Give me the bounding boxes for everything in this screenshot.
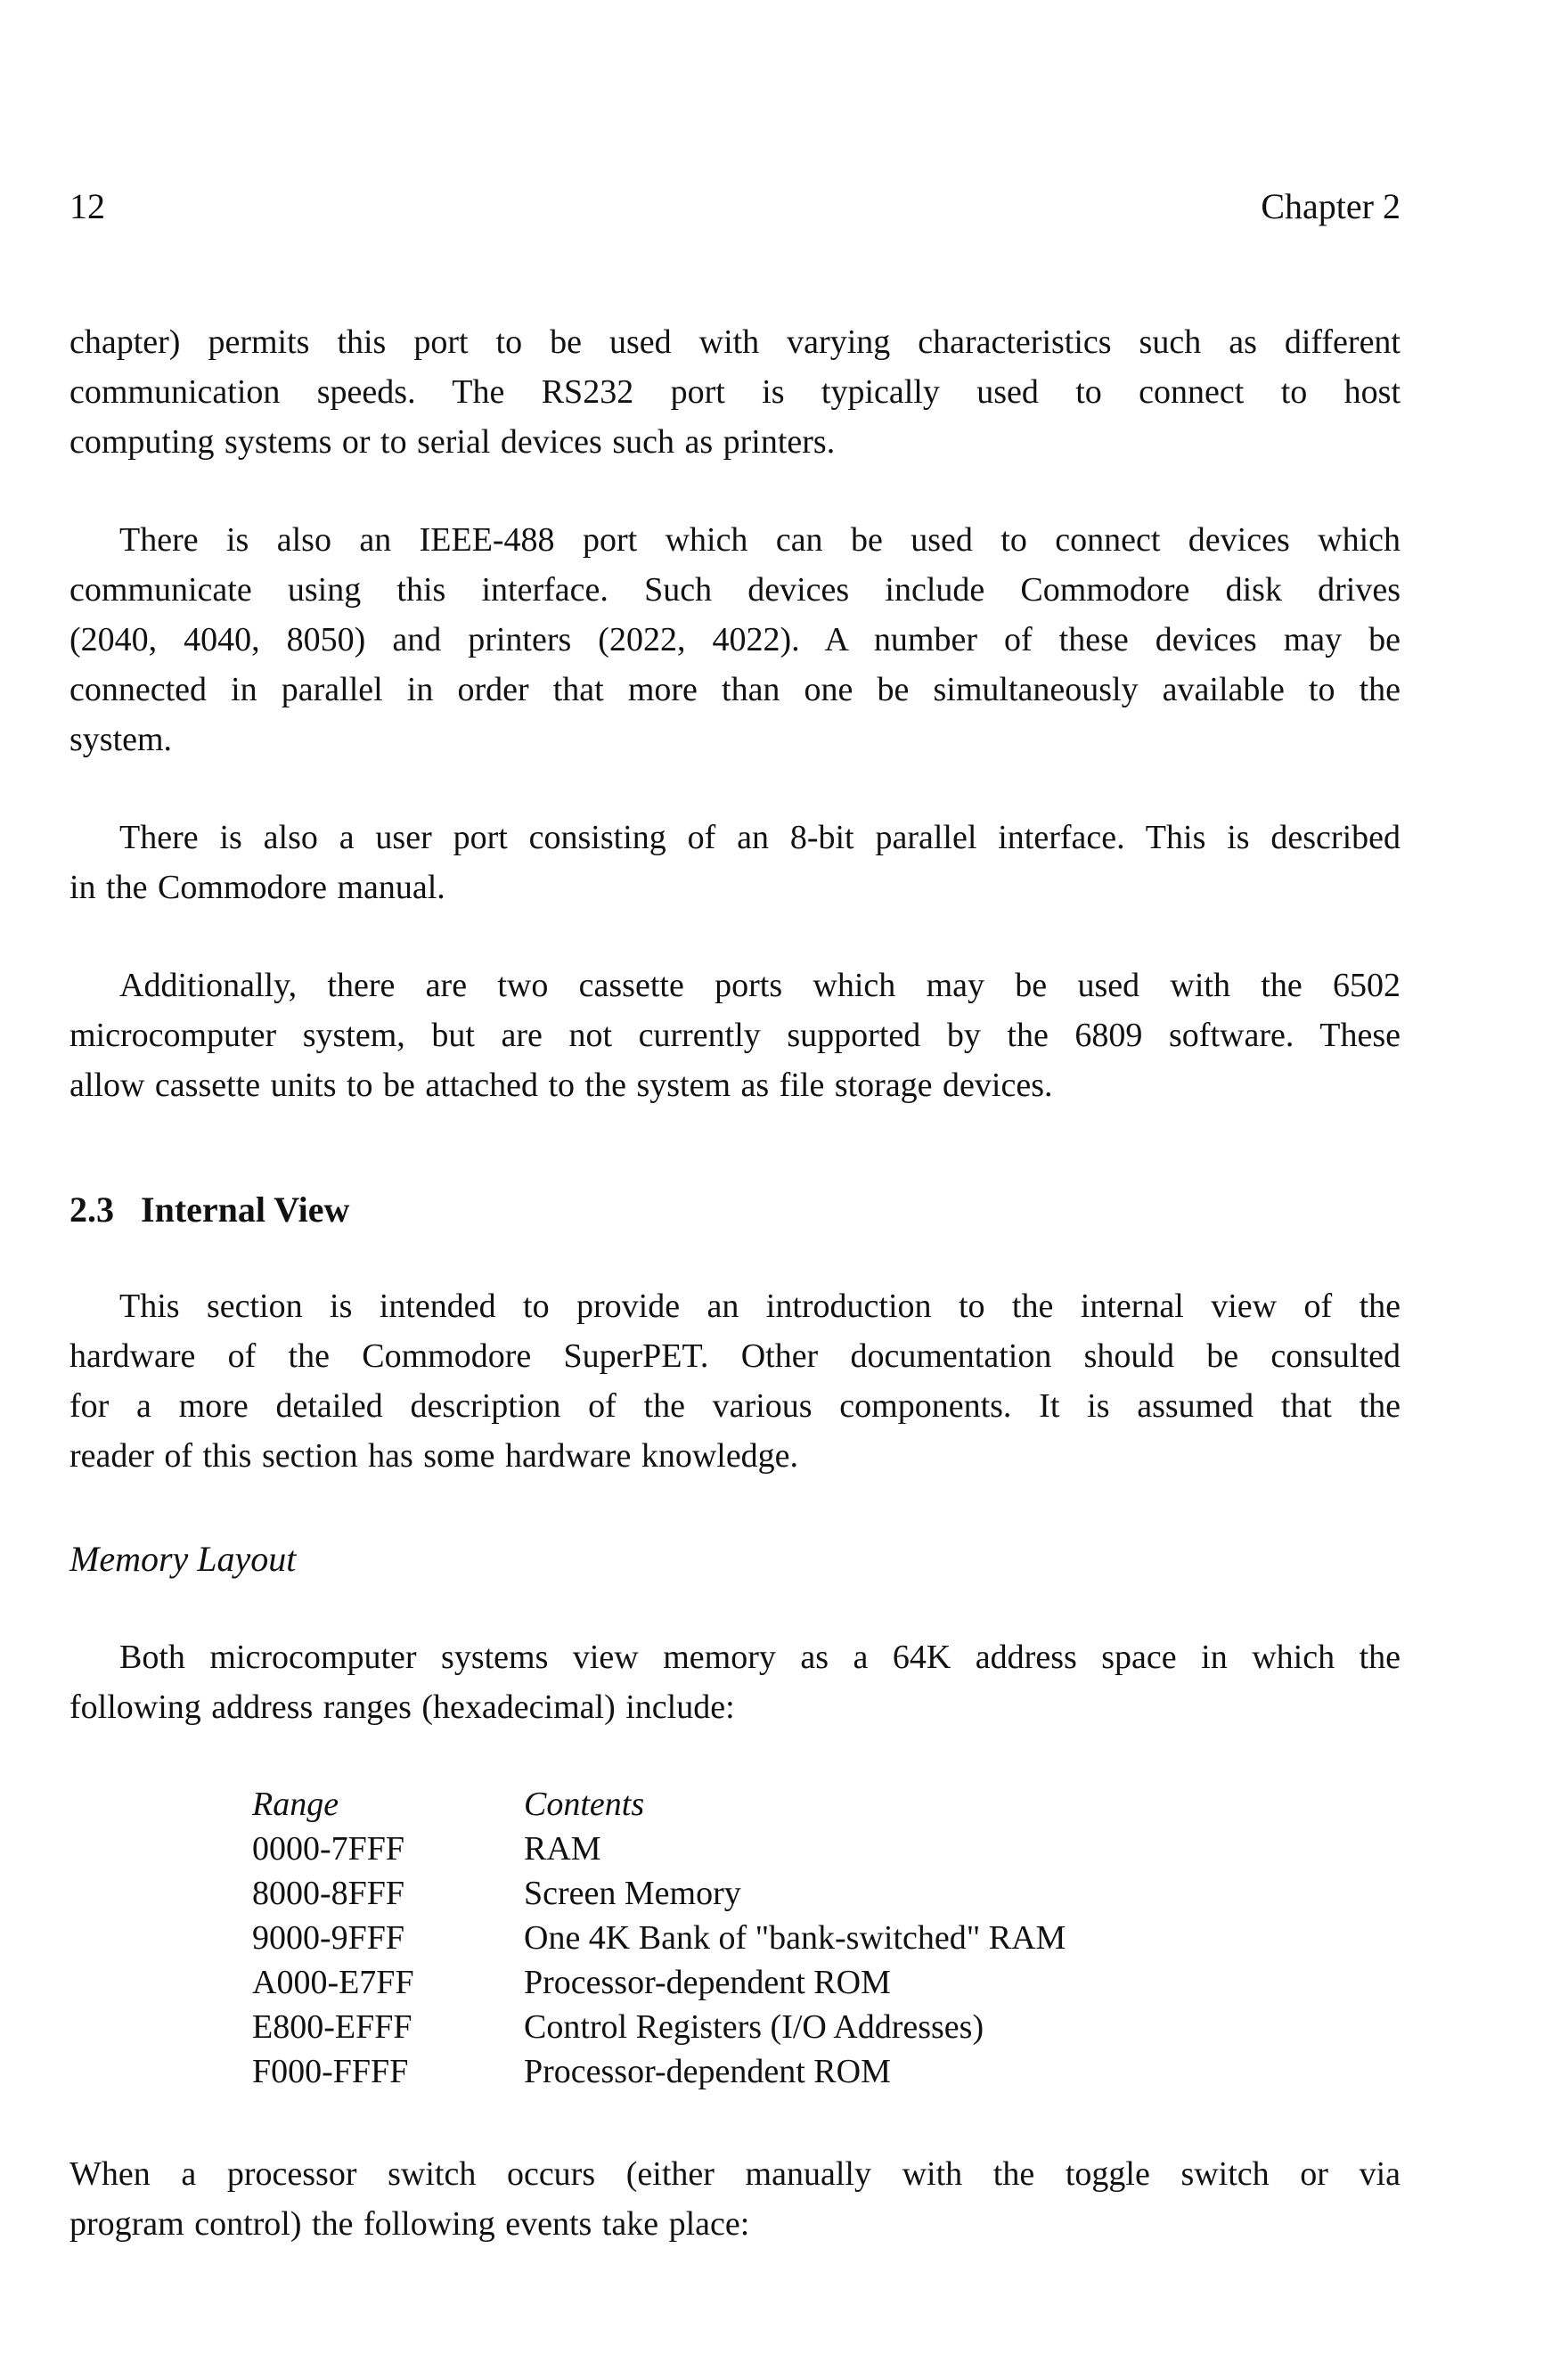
- memory-table-contents-header: Contents: [524, 1786, 645, 1823]
- memory-contents: Processor-dependent ROM: [524, 1964, 891, 2001]
- memory-range: E800-EFFF: [252, 2008, 412, 2046]
- text-line: allow cassette units to be attached to the system as file storage devices.: [69, 1067, 1053, 1104]
- memory-table-range-header: Range: [252, 1786, 339, 1823]
- paragraph-user-port: [69, 813, 1401, 912]
- text-line: communicate using this interface. Such devices include Commodore disk drives: [69, 571, 1401, 609]
- section-title: Internal View: [141, 1190, 350, 1230]
- text-line: microcomputer system, but are not currently supported by the 6809 software. These: [69, 1017, 1401, 1054]
- memory-range: F000-FFFF: [252, 2053, 409, 2090]
- text-line: (2040, 4040, 8050) and printers (2022, 4022). A number of these devices may be: [69, 621, 1401, 658]
- text-line: for a more detailed description of the various components. It is assumed that the: [69, 1387, 1401, 1425]
- text-line: hardware of the Commodore SuperPET. Other documentation should be consulted: [69, 1337, 1401, 1375]
- text-line: When a processor switch occurs (either manually with the toggle switch or via: [69, 2155, 1401, 2193]
- page-number: 12: [69, 186, 105, 226]
- memory-table-row: [252, 2049, 1401, 2094]
- text-line: There is also a user port consisting of an 8-bit parallel interface. This is described: [119, 819, 1401, 856]
- text-line: connected in parallel in order that more than one be simultaneously available to the: [69, 671, 1401, 708]
- memory-contents: Processor-dependent ROM: [524, 2053, 891, 2090]
- memory-range: 0000-7FFF: [252, 1830, 405, 1868]
- text-line: communication speeds. The RS232 port is typically used to connect to host: [69, 373, 1401, 411]
- memory-contents: One 4K Bank of "bank-switched" RAM: [524, 1919, 1066, 1957]
- chapter-label: Chapter 2: [1261, 186, 1401, 226]
- text-line: Additionally, there are two cassette ports which may be used with the 6502: [119, 967, 1401, 1004]
- paragraph-rs232-port: [69, 317, 1401, 467]
- paragraph-memory-intro: [69, 1632, 1401, 1732]
- text-line: program control) the following events take place:: [69, 2205, 750, 2243]
- text-line: Both microcomputer systems view memory as a 64K address space in which the: [119, 1639, 1401, 1676]
- memory-map-table: [252, 1782, 1401, 2094]
- memory-table-row: [252, 1960, 1401, 2005]
- memory-contents: Control Registers (I/O Addresses): [524, 2008, 984, 2046]
- section-number: 2.3: [69, 1190, 114, 1230]
- text-line: There is also an IEEE-488 port which can be used to connect devices which: [119, 521, 1401, 559]
- text-line: This section is intended to provide an introduction to the internal view of the: [119, 1288, 1401, 1325]
- memory-range: 8000-8FFF: [252, 1875, 405, 1912]
- memory-range: 9000-9FFF: [252, 1919, 405, 1957]
- page-header: [69, 187, 1401, 226]
- paragraph-ieee488-port: [69, 515, 1401, 764]
- memory-contents: Screen Memory: [524, 1875, 741, 1912]
- text-line: system.: [69, 721, 173, 758]
- memory-table-row: [252, 1871, 1401, 1916]
- memory-contents: RAM: [524, 1830, 601, 1868]
- text-line: in the Commodore manual.: [69, 869, 445, 906]
- subsection-heading-memory-layout: Memory Layout: [69, 1539, 297, 1579]
- memory-table-row: [252, 1916, 1401, 1960]
- paragraph-internal-view-intro: [69, 1281, 1401, 1481]
- text-line: reader of this section has some hardware knowledge.: [69, 1437, 799, 1475]
- text-line: computing systems or to serial devices such as printers.: [69, 423, 836, 461]
- text-line: chapter) permits this port to be used with varying characteristics such as different: [69, 323, 1401, 361]
- section-heading-internal-view: [69, 1189, 1401, 1231]
- memory-table-header-row: [252, 1782, 1401, 1827]
- text-line: following address ranges (hexadecimal) include:: [69, 1688, 735, 1726]
- memory-range: A000-E7FF: [252, 1964, 414, 2001]
- paragraph-cassette-ports: [69, 961, 1401, 1110]
- paragraph-processor-switch: [69, 2149, 1401, 2249]
- memory-table-row: [252, 1827, 1401, 1871]
- page-body: [69, 317, 1401, 2249]
- memory-table-row: [252, 2005, 1401, 2049]
